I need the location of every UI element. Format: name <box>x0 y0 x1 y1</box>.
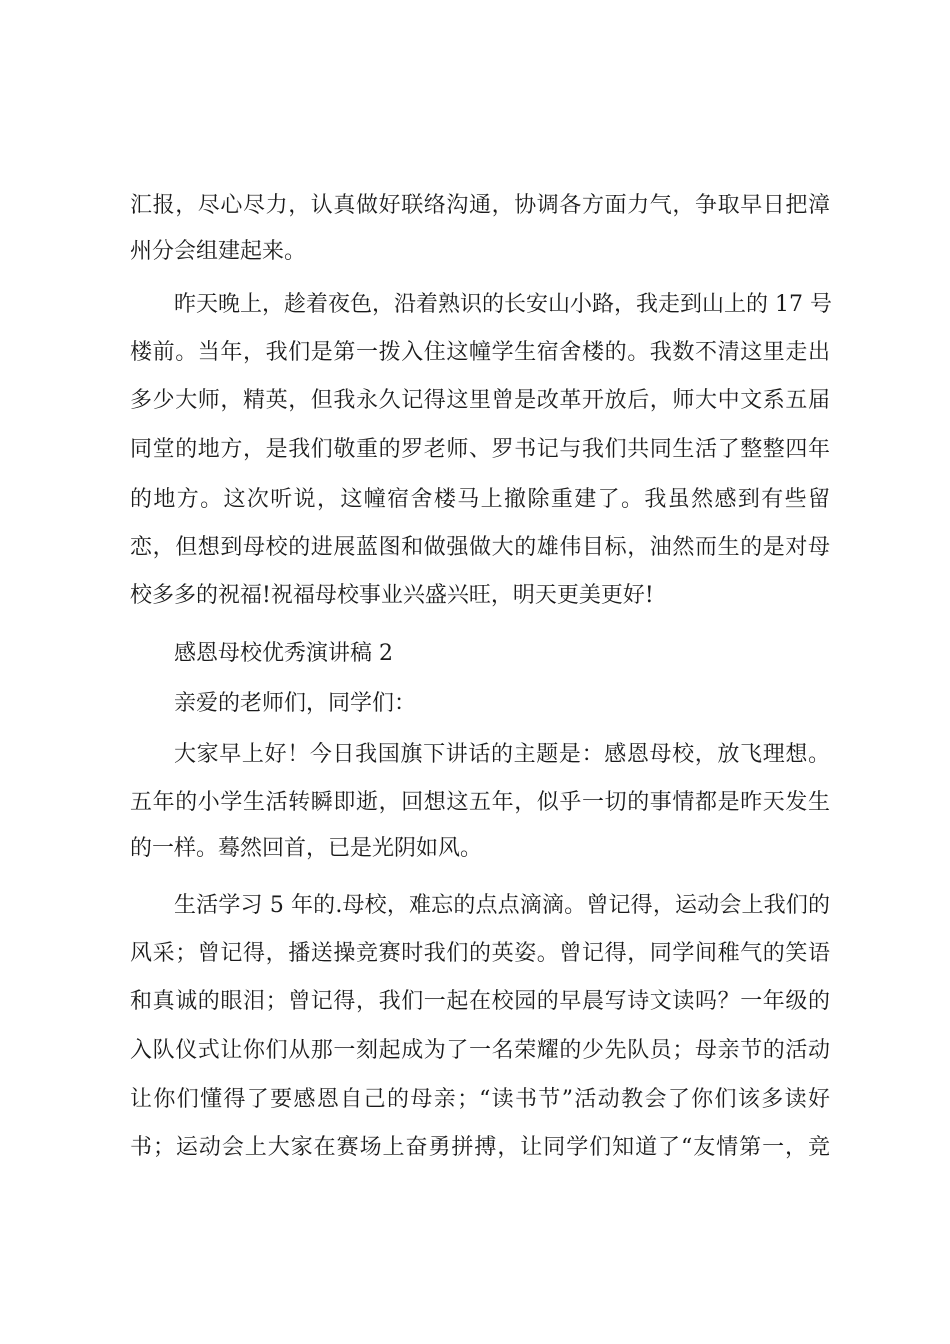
text-line: 楼前。当年，我们是第一拨入住这幢学生宿舍楼的。我数不清这里走出 <box>130 340 830 365</box>
text-line: 风采；曾记得，播送操竞赛时我们的英姿。曾记得，同学间稚气的笑语 <box>130 941 830 966</box>
text-line: 州分会组建起来。 <box>130 239 307 264</box>
text-line: 昨天晚上，趁着夜色，沿着熟识的长安山小路，我走到山上的 17 号 <box>174 292 832 317</box>
text-line: 生活学习 5 年的.母校，难忘的点点滴滴。曾记得，运动会上我们的 <box>174 893 830 918</box>
text-line: 恋，但想到母校的进展蓝图和做强做大的雄伟目标，油然而生的是对母 <box>130 535 830 560</box>
text-line: 多少大师，精英，但我永久记得这里曾是改革开放后，师大中文系五届 <box>130 388 830 413</box>
text-line: 校多多的祝福!祝福母校事业兴盛兴旺，明天更美更好! <box>130 583 654 608</box>
text-line: 同堂的地方，是我们敬重的罗老师、罗书记与我们共同生活了整整四年 <box>130 437 830 462</box>
text-line: 入队仪式让你们从那一刻起成为了一名荣耀的少先队员；母亲节的活动 <box>130 1038 830 1063</box>
section-heading: 感恩母校优秀演讲稿 2 <box>174 641 393 666</box>
text-line: 和真诚的眼泪；曾记得，我们一起在校园的早晨写诗文读吗？一年级的 <box>130 989 830 1014</box>
text-line: 汇报，尽心尽力，认真做好联络沟通，协调各方面力气，争取早日把漳 <box>130 193 830 218</box>
text-line: 书；运动会上大家在赛场上奋勇拼搏，让同学们知道了“友情第一，竞 <box>130 1135 830 1160</box>
text-line: 五年的小学生活转瞬即逝，回想这五年，似乎一切的事情都是昨天发生 <box>130 790 830 815</box>
salutation: 亲爱的老师们，同学们： <box>174 691 417 716</box>
text-line: 大家早上好！今日我国旗下讲话的主题是：感恩母校，放飞理想。 <box>174 742 830 767</box>
text-line: 的地方。这次听说，这幢宿舍楼马上撤除重建了。我虽然感到有些留 <box>130 487 830 512</box>
text-line: 让你们懂得了要感恩自己的母亲；“读书节”活动教会了你们该多读好 <box>130 1087 830 1112</box>
text-line: 的一样。蓦然回首，已是光阴如风。 <box>130 836 483 861</box>
